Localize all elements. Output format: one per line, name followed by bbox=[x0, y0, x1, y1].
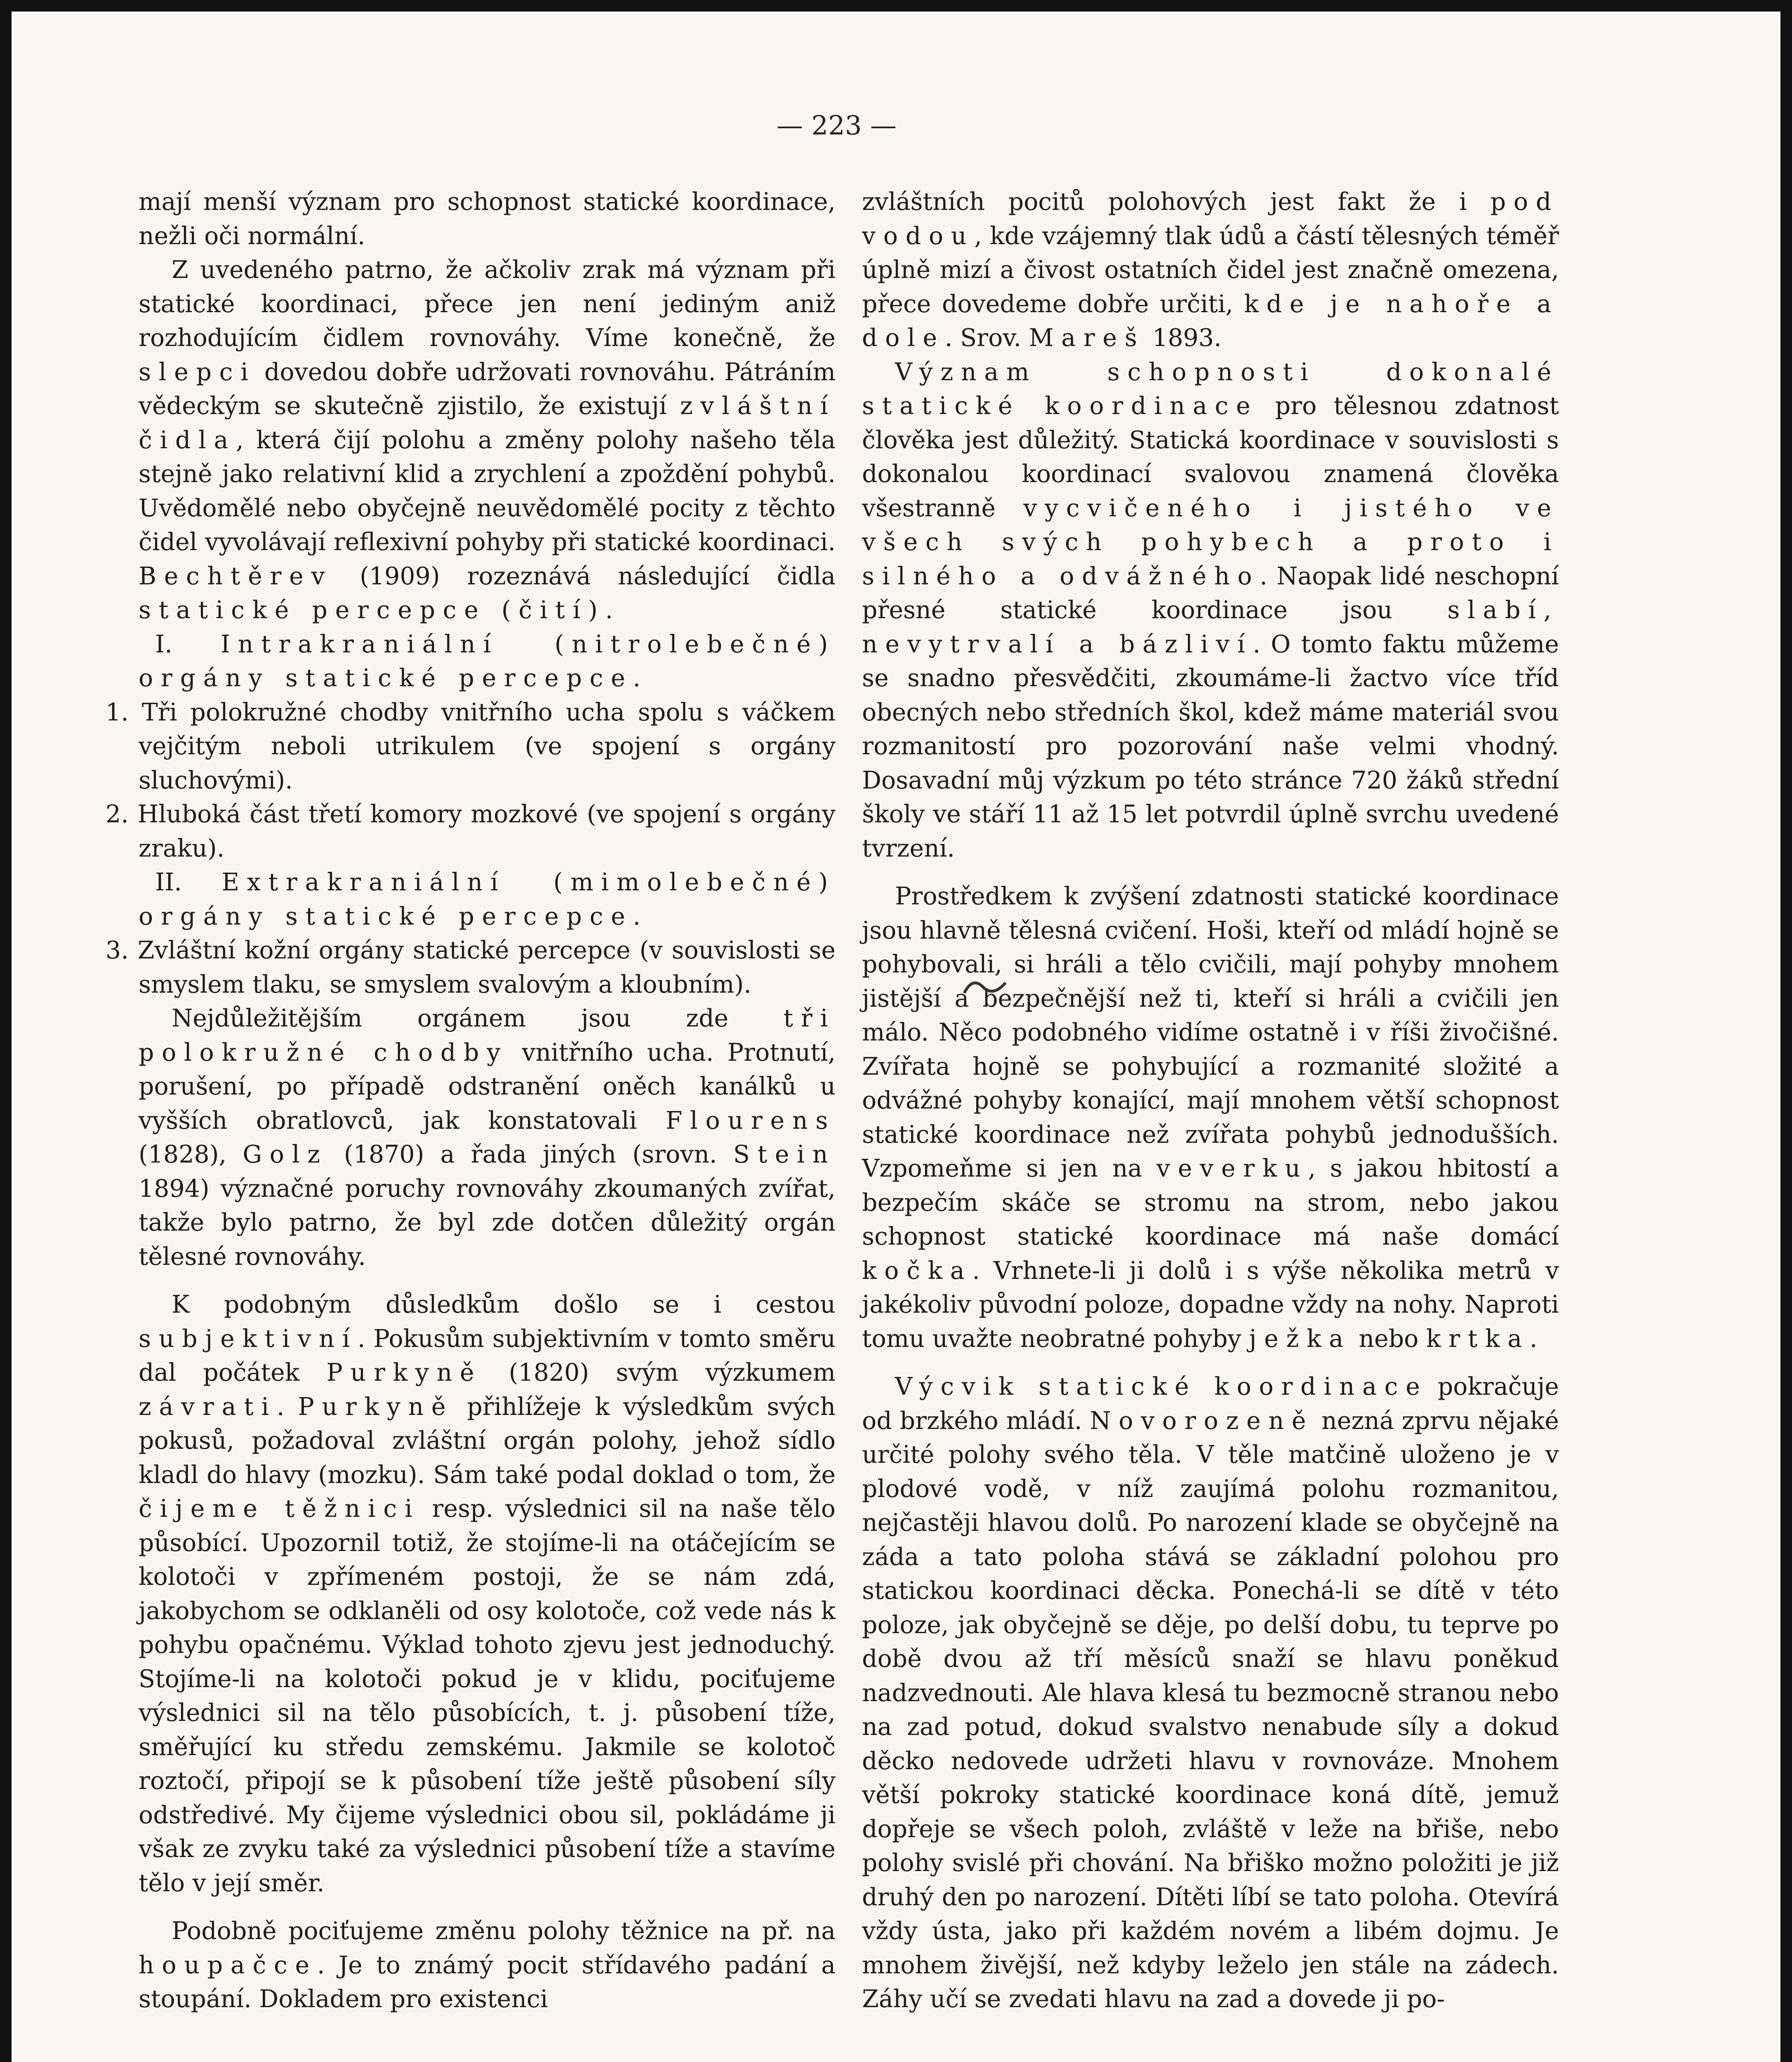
text-run: přihlížeje k výsledkům svých pokusů, požadoval zvláštní orgán polohy, jehož sídlo kladl do hlavy (mozku). Sám také podal doklad o tom, že bbox=[139, 1392, 836, 1489]
section-heading bbox=[139, 865, 836, 933]
text-run: , s jakou hbitostí a bezpečím skáče se stromu na strom, nebo jakou schopnost statické koordinace má naše domácí bbox=[862, 1154, 1559, 1250]
text-run: 1. Tři polokružné chodby vnitřního ucha spolu s váčkem vejčitým neboli utrikulem (ve spojení s orgány sluchovými). bbox=[106, 698, 836, 794]
spaced-emphasis: kočka bbox=[862, 1256, 973, 1285]
text-run: (1909) rozeznává následující čidla bbox=[332, 562, 836, 590]
text-run: Prostředkem k zvýšení zdatnosti statické koordinace jsou hlavně tělesná cvičení. Hoši, kteří od mládí hojně se pohybovali, si hráli a tělo cvičili, mají pohyby mnohem jistější a bezpečnější než ti, kteří si hráli a cvičili jen málo. Něco podobného vidíme ostatně i v říši živočišné. Zvířata hojně se pohybující a rozmanité složité a odvážné pohyby konající, mají mnohem větší schopnost statické koordinace než zvířata pohybů jednodušších. Vzpomeňme si jen na bbox=[862, 882, 1559, 1182]
list-item bbox=[106, 695, 836, 798]
text-run: mají menší význam pro schopnost statické koordinace, nežli oči normální. bbox=[139, 188, 836, 250]
paragraph bbox=[862, 355, 1559, 866]
text-run: . bbox=[1529, 1324, 1538, 1353]
spaced-emphasis: Purkyně bbox=[326, 1358, 482, 1386]
spaced-emphasis: závrati bbox=[139, 1392, 277, 1421]
text-run: . Pokusům subjektivním v tomto směru dal počátek bbox=[139, 1324, 836, 1386]
text-run: . bbox=[605, 596, 613, 624]
pencil-mark bbox=[960, 972, 1010, 1001]
spaced-emphasis: ježka bbox=[1249, 1324, 1351, 1353]
text-run: . bbox=[276, 1392, 298, 1421]
text-run: . Naopak lidé neschopní přesné statické koordinace jsou bbox=[862, 562, 1559, 624]
text-run: Nejdůležitějším orgánem jsou zde bbox=[172, 1004, 784, 1032]
text-run: 3. Zvláštní kožní orgány statické percepce (v souvislosti se smyslem tlaku, se smyslem svalovým a kloubním). bbox=[106, 936, 836, 998]
spaced-emphasis: Intrakraniální (nitrolebečné) orgány statické percepce bbox=[139, 630, 836, 692]
text-run: Podobně pociťujeme změnu polohy těžnice na př. na bbox=[172, 1917, 836, 1945]
spaced-emphasis: Bechtěrev bbox=[139, 562, 333, 590]
spaced-emphasis: Výcvik statické koordinace bbox=[895, 1372, 1428, 1401]
text-run: . bbox=[633, 902, 641, 930]
paragraph bbox=[139, 1914, 836, 2016]
text-run: (1828), bbox=[139, 1140, 243, 1168]
spaced-emphasis: slabí, nevytrvalí a bázliví bbox=[862, 596, 1559, 658]
text-run: II. bbox=[155, 868, 222, 896]
spaced-emphasis: Purkyně bbox=[298, 1392, 454, 1421]
text-run: (1820) svým výzkumem bbox=[482, 1358, 836, 1386]
text-run: 2. Hluboká část třetí komory mozkové (ve spojení s orgány zraku). bbox=[106, 800, 836, 862]
text-run: , která čijí polohu a změny polohy našeho těla stejně jako relativní klid a zrychlení a zpoždění pohybů. Uvědomělé nebo obyčejně neuvědomělé pocity z těchto čidel vyvolávají reflexivní pohyby při statické koordinaci. bbox=[139, 426, 836, 556]
spaced-emphasis: Mareš bbox=[1029, 324, 1145, 352]
list-item bbox=[106, 797, 836, 865]
text-run: 1893. bbox=[1144, 324, 1222, 352]
list-item bbox=[106, 933, 836, 1001]
paragraph bbox=[862, 185, 1559, 355]
spaced-emphasis: zvláštní čidla bbox=[139, 392, 836, 454]
text-run: 1894) význačné poruchy rovnováhy zkoumaných zvířat, takže bylo patrno, že byl zde dotčen důležitý orgán tělesné rovnováhy. bbox=[139, 1174, 836, 1271]
right-column bbox=[862, 185, 1559, 2016]
paragraph bbox=[139, 185, 836, 253]
spaced-emphasis: Flourens bbox=[665, 1106, 836, 1135]
spaced-emphasis: vycvičeného i jistého ve všech svých pohybech a proto i silného a odvážného bbox=[862, 494, 1559, 590]
page-sheet bbox=[12, 12, 1780, 2062]
spaced-emphasis: Golz bbox=[243, 1140, 328, 1168]
text-run: K podobným důsledkům došlo se i cestou bbox=[172, 1290, 836, 1318]
spaced-emphasis: krtka bbox=[1426, 1324, 1530, 1353]
spaced-emphasis: subjektivní bbox=[139, 1324, 358, 1353]
spaced-emphasis: Extrakraniální (mimolebečné) orgány statické percepce bbox=[139, 868, 836, 930]
text-run: . Vrhnete-li ji dolů i s výše několika metrů v jakékoliv původní poloze, dopadne vždy na nohy. Naproti tomu uvažte neobratné pohyby bbox=[862, 1256, 1559, 1353]
text-run: . O tomto faktu můžeme se snadno přesvědčiti, zkoumáme-li žactvo více tříd obecných nebo středních škol, kdež máme materiál svou rozmanitostí pro pozorování naše velmi vhodný. Dosavadní můj výzkum po této stránce 720 žáků střední školy ve stáří 11 až 15 let potvrdil úplně svrchu uvedené tvrzení. bbox=[862, 630, 1559, 862]
text-run: , kde vzájemný tlak údů a částí tělesných téměř úplně mizí a čivost ostatních čidel jest značně omezena, přece dovedeme dobře určiti, bbox=[862, 221, 1559, 318]
section-heading bbox=[139, 627, 836, 695]
text-run: nezná zprvu nějaké určité polohy svého těla. V těle matčině uloženo je v plodové vodě, v níž zaujímá polohu rozmanitou, nejčastěji hlavou dolů. Po narození klade se obyčejně na záda a tato poloha stává se základní polohou pro statickou koordinaci děcka. Ponechá-li se dítě v této poloze, jak obyčejně se děje, po delší dobu, tu teprve po době dvou až tří měsíců snaží se hlavu poněkud nadzvednouti. Ale hlava klesá tu bezmocně stranou nebo na zad potud, dokud svalstvo nenabude síly a dokud děcko nedovede udržeti hlavu v rovnováze. Mnohem větší pokroky statické koordinace koná dítě, jemuž dopřeje se všech poloh, zvláště v leže na břiše, nebo polohy svislé při chování. Na břiško možno položiti je již druhý den po narození. Dítěti líbí se tato poloha. Otevírá vždy ústa, jako při každém novém a libém dojmu. Je mnohem živější, než kdyby leželo jen stále na zádech. Záhy učí se zvedati hlavu na zad a dovede ji po- bbox=[862, 1406, 1559, 2013]
left-column bbox=[106, 185, 836, 2016]
spaced-emphasis: slepci bbox=[139, 358, 256, 386]
spaced-emphasis: statické percepce (čití) bbox=[139, 596, 605, 624]
spaced-emphasis: Význam schopnosti dokonalé statické koordinace bbox=[862, 358, 1559, 420]
paragraph bbox=[139, 253, 836, 627]
spaced-emphasis: čijeme těžnici bbox=[139, 1495, 420, 1523]
text-run: dovedou dobře udržovati rovnováhu. Pátráním vědeckým se skutečně zjistilo, že existují bbox=[139, 358, 836, 420]
text-run: (1870) a řada jiných (srovn. bbox=[327, 1140, 733, 1168]
spaced-emphasis: Stein bbox=[733, 1140, 836, 1168]
text-run: vnitřního ucha. Protnutí, porušení, po případě odstranění oněch kanálků u vyšších obratlovců, jak konstatovali bbox=[139, 1038, 836, 1135]
paragraph bbox=[139, 1288, 836, 1900]
text-run: . Je to známý pocit střídavého padání a stoupání. Dokladem pro existenci bbox=[139, 1951, 836, 2013]
text-run: . Srov. bbox=[944, 324, 1029, 352]
text-run: zvláštních pocitů polohových jest fakt že i bbox=[862, 188, 1491, 216]
paragraph bbox=[862, 879, 1559, 1356]
spaced-emphasis: veverku bbox=[1156, 1154, 1308, 1182]
text-run: . bbox=[633, 664, 641, 692]
page-number: — 223 — bbox=[777, 111, 897, 141]
paragraph bbox=[139, 1001, 836, 1273]
spaced-emphasis: pod vodou bbox=[862, 188, 1559, 250]
spaced-emphasis: tři polokružné chodby bbox=[139, 1004, 836, 1066]
spaced-emphasis: Novorozeně bbox=[1090, 1406, 1314, 1435]
spaced-emphasis: houpačce bbox=[139, 1951, 317, 1979]
text-run: pro tělesnou zdatnost člověka jest důležitý. Statická koordinace v souvislosti s dokonalou koordinací svalovou znamená člověka všestranně bbox=[862, 392, 1559, 522]
text-run: I. bbox=[155, 630, 221, 658]
paragraph bbox=[862, 1370, 1559, 2016]
text-run: Z uvedeného patrno, že ačkoliv zrak má význam při statické koordinaci, přece jen není jediným aniž rozhodujícím čidlem rovnováhy. Víme konečně, že bbox=[139, 256, 836, 352]
text-run: resp. výslednici sil na naše tělo působící. Upozornil totiž, že stojíme-li na otáčejícím se kolotoči v zpřímeném postoji, že se nám zdá, jakobychom se odklaněli od osy kolotoče, což vede nás k pohybu opačnému. Výklad tohoto zjevu jest jednoduchý. Stojíme-li na kolotoči pokud je v klidu, pociťujeme výslednici sil na tělo působících, t. j. působení tíže, směřující ku středu zemskému. Jakmile se kolotoč roztočí, připojí se k působení tíže ještě působení síly odstředivé. My čijeme výslednici obou sil, pokládáme ji však ze zvyku také za výslednici působení tíže a stavíme tělo v její směr. bbox=[139, 1495, 836, 1897]
text-run: nebo bbox=[1351, 1324, 1426, 1353]
spaced-emphasis: kde je nahoře a dole bbox=[862, 290, 1559, 352]
text-run: pokračuje od brzkého mládí. bbox=[862, 1372, 1559, 1435]
